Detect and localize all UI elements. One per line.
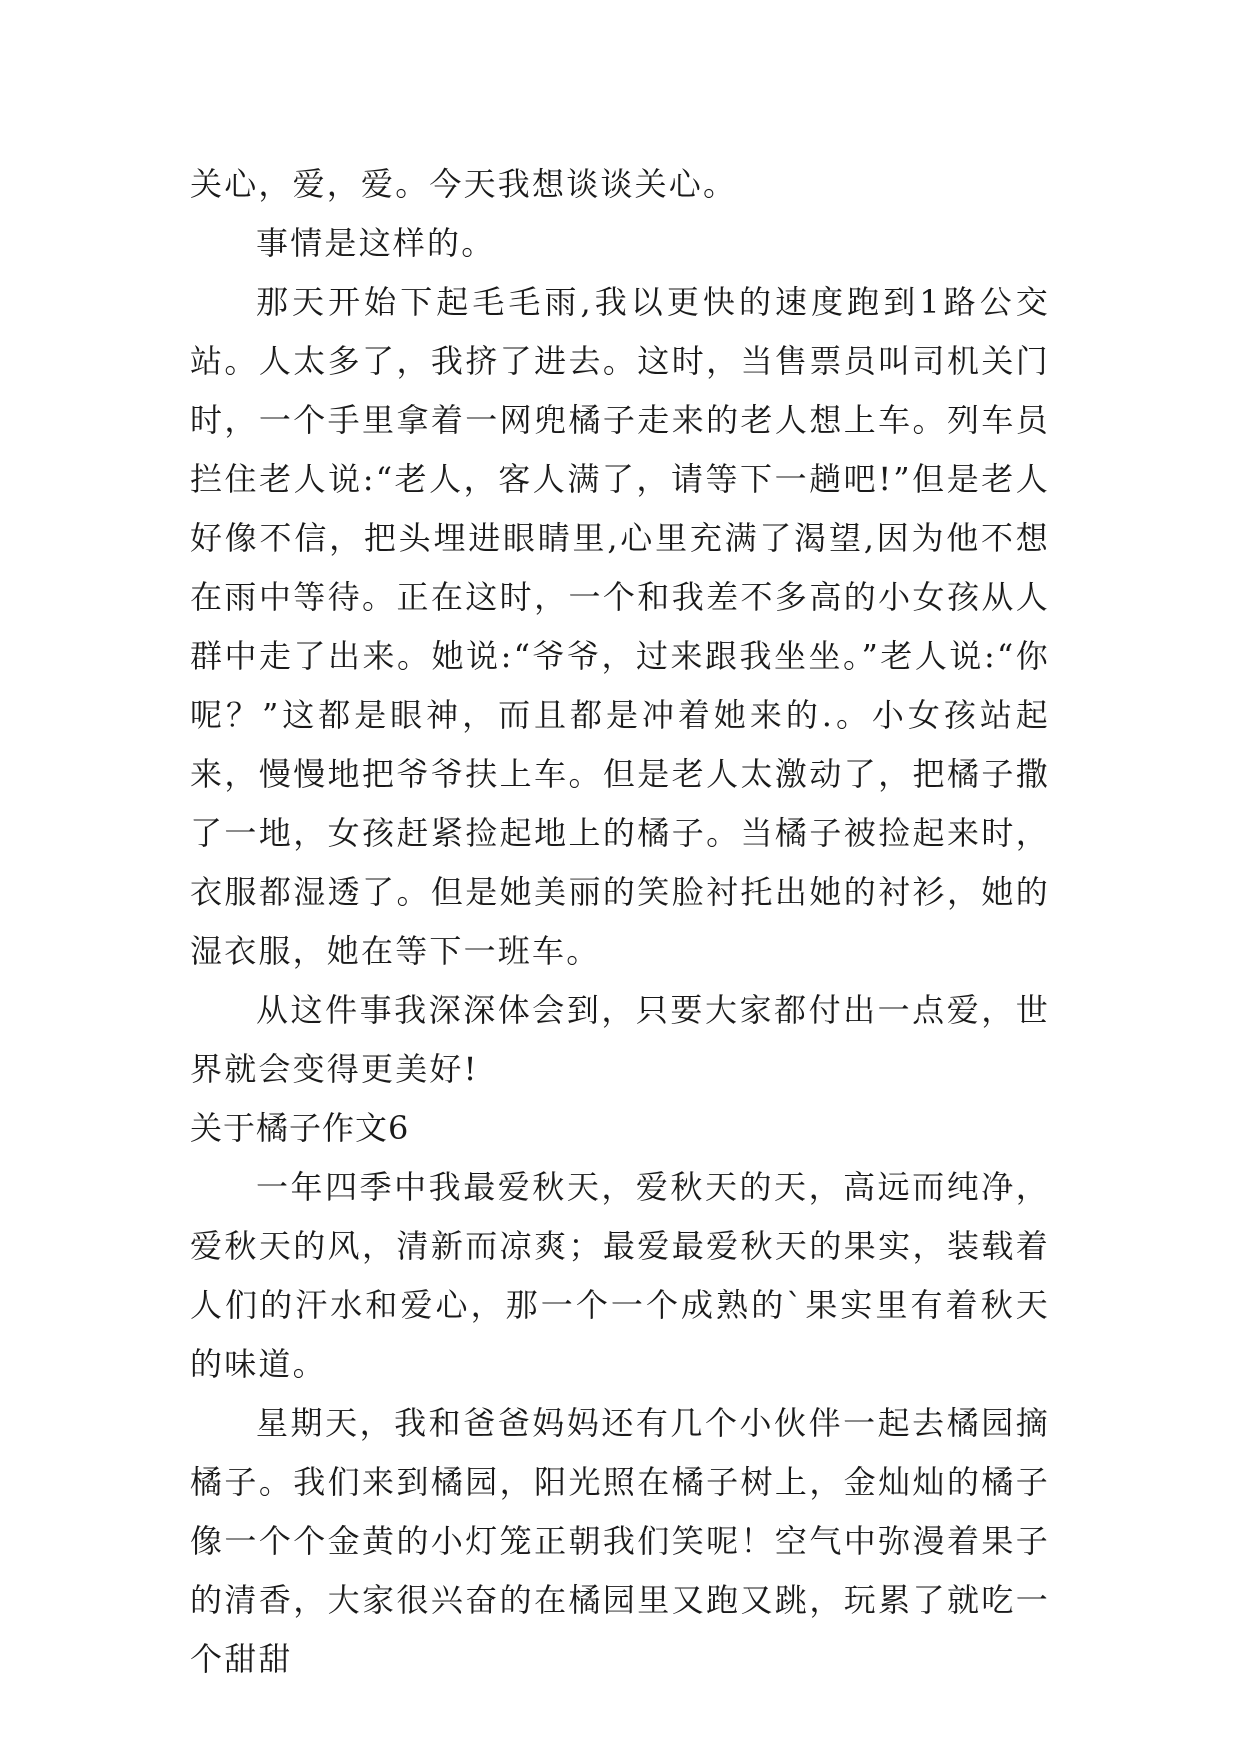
paragraph-4: 从这件事我深深体会到，只要大家都付出一点爱，世界就会变得更美好! <box>190 991 1050 1088</box>
paragraph-2: 事情是这样的。 <box>256 224 496 262</box>
document-body <box>190 155 1050 1689</box>
section-heading: 关于橘子作文6 <box>190 1109 410 1147</box>
paragraph-3: 那天开始下起毛毛雨,我以更快的速度跑到1路公交站。人太多了，我挤了进去。这时，当售票员叫司机关门时，一个手里拿着一网兜橘子走来的老人想上车。列车员拦住老人说:“老人，客人满了，请等下一趟吧!”但是老人好像不信，把头埋进眼睛里,心里充满了渴望,因为他不想在雨中等待。正在这时，一个和我差不多高的小女孩从人群中走了出来。她说:“爷爷，过来跟我坐坐。”老人说:“你呢？”这都是眼神，而且都是冲着她来的.。小女孩站起来，慢慢地把爷爷扶上车。但是老人太激动了，把橘子撒了一地，女孩赶紧捡起地上的橘子。当橘子被捡起来时，衣服都湿透了。但是她美丽的笑脸衬托出她的衬衫，她的湿衣服，她在等下一班车。 <box>190 283 1050 970</box>
paragraph-5: 一年四季中我最爱秋天，爱秋天的天，高远而纯净，爱秋天的风，清新而凉爽；最爱最爱秋天的果实，装载着人们的汗水和爱心，那一个一个成熟的`果实里有着秋天的味道。 <box>190 1168 1050 1383</box>
paragraph-1: 关心，爱，爱。今天我想谈谈关心。 <box>190 165 738 203</box>
paragraph-6: 星期天，我和爸爸妈妈还有几个小伙伴一起去橘园摘橘子。我们来到橘园，阳光照在橘子树上，金灿灿的橘子像一个个金黄的小灯笼正朝我们笑呢！空气中弥漫着果子的清香，大家很兴奋的在橘园里又跑又跳，玩累了就吃一个甜甜 <box>190 1404 1050 1678</box>
